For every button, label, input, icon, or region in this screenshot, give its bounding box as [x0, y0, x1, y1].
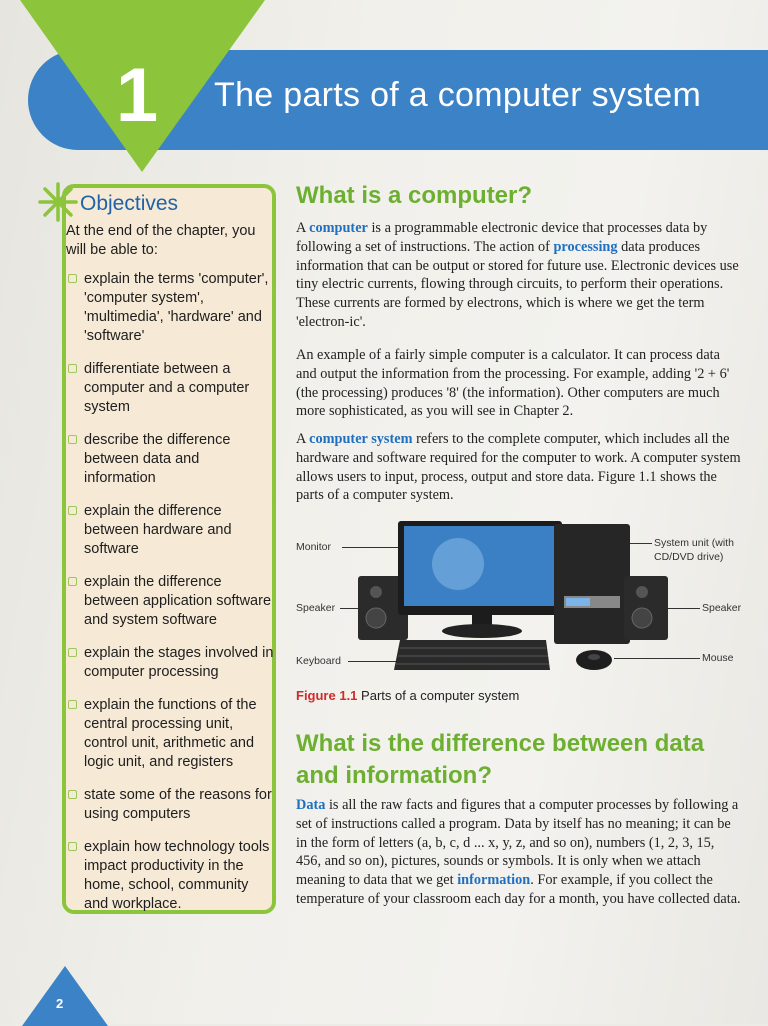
objective-item: state some of the reasons for using computers	[66, 786, 274, 824]
section-heading-what-is-computer: What is a computer?	[296, 182, 533, 209]
objective-item: explain how technology tools impact productivity in the home, school, community and workplace.	[66, 838, 274, 914]
leader-line	[340, 608, 358, 609]
leader-line	[342, 547, 398, 548]
section-heading-data-vs-information: What is the difference between data and information?	[296, 730, 705, 789]
keyword-computer: computer	[309, 220, 368, 236]
checkbox-bullet-icon	[68, 842, 77, 851]
checkbox-bullet-icon	[68, 364, 77, 373]
keyword-data: Data	[296, 797, 326, 813]
keyword-processing: processing	[553, 238, 618, 255]
label-speaker-left: Speaker	[296, 602, 336, 614]
objectives-intro: At the end of the chapter, you will be able to:	[66, 223, 256, 258]
label-mouse: Mouse	[702, 652, 734, 664]
figure-caption	[296, 688, 519, 703]
objectives-title: Objectives	[80, 192, 179, 215]
label-speaker-right: Speaker	[702, 602, 742, 614]
checkbox-bullet-icon	[68, 506, 77, 515]
paragraph-computer-definition: A computer is a programmable electronic device that processes data by following a set of instructions. The action of processing data produces information that can be output or stored for future use. Electronic devices use tiny electric currents, flowing through circuits, to perform their operations. These currents are formed by electrons, which is where we get the term 'electron-ic'.	[296, 220, 739, 330]
leader-line	[630, 543, 652, 544]
page-number-triangle	[22, 966, 108, 1026]
keyword-computer-system: computer system	[309, 431, 413, 447]
checkbox-bullet-icon	[68, 274, 77, 283]
paragraph-data-definition: Data is all the raw facts and figures that a computer processes by following a set of instructions called a program. Data by itself has no meaning; it can be in the form of letters (a, b, c, d ... x, y, z, and so on), numbers (1, 2, 3, 15, 456, and so on), pictures, sounds or symbols. It is only when we attach meaning to data that we get information. For example, if you collect the temperature of your classroom each day for a month, you have collected data.	[296, 797, 741, 907]
objectives-list	[66, 270, 274, 928]
keyword-information: information	[457, 872, 531, 889]
leader-line	[348, 661, 396, 662]
checkbox-bullet-icon	[68, 700, 77, 709]
paragraph-calculator-example: An example of a fairly simple computer is a calculator. It can process data and output the information from the processing. For example, adding '2 + 6' (the processing) produces '8' (the information). Other computers are much more sophisticated, as you will see in Chapter 2.	[296, 347, 730, 420]
label-keyboard: Keyboard	[296, 655, 341, 667]
leader-line	[614, 658, 700, 659]
figure-number: Figure 1.1	[296, 688, 358, 703]
objective-item: differentiate between a computer and a computer system	[66, 360, 274, 417]
page-number: 2	[56, 996, 64, 1011]
label-monitor: Monitor	[296, 541, 332, 553]
leader-line	[668, 608, 700, 609]
figure-computer-system	[296, 518, 746, 678]
figure-caption-text: Parts of a computer system	[361, 688, 520, 703]
star-icon	[36, 180, 80, 224]
checkbox-bullet-icon	[68, 790, 77, 799]
chapter-title: The parts of a computer system	[214, 76, 702, 114]
objective-item: explain the stages involved in computer processing	[66, 644, 274, 682]
chapter-number: 1	[115, 53, 159, 138]
objective-item: explain the difference between hardware and software	[66, 502, 274, 559]
checkbox-bullet-icon	[68, 648, 77, 657]
checkbox-bullet-icon	[68, 435, 77, 444]
objective-item: explain the terms 'computer', 'computer system', 'multimedia', 'hardware' and 'software'	[66, 270, 274, 346]
checkbox-bullet-icon	[68, 577, 77, 586]
paragraph-computer-system: A computer system refers to the complete computer, which includes all the hardware and software required for the computer to work. A computer system allows users to input, process, output and store data. Figure 1.1 shows the parts of a computer system.	[296, 431, 741, 504]
label-system-unit: System unit (with CD/DVD drive)	[654, 537, 734, 563]
objective-item: describe the difference between data and information	[66, 431, 274, 488]
objective-item: explain the functions of the central processing unit, control unit, arithmetic and logic unit, and registers	[66, 696, 274, 772]
objective-item: explain the difference between application software and system software	[66, 573, 274, 630]
